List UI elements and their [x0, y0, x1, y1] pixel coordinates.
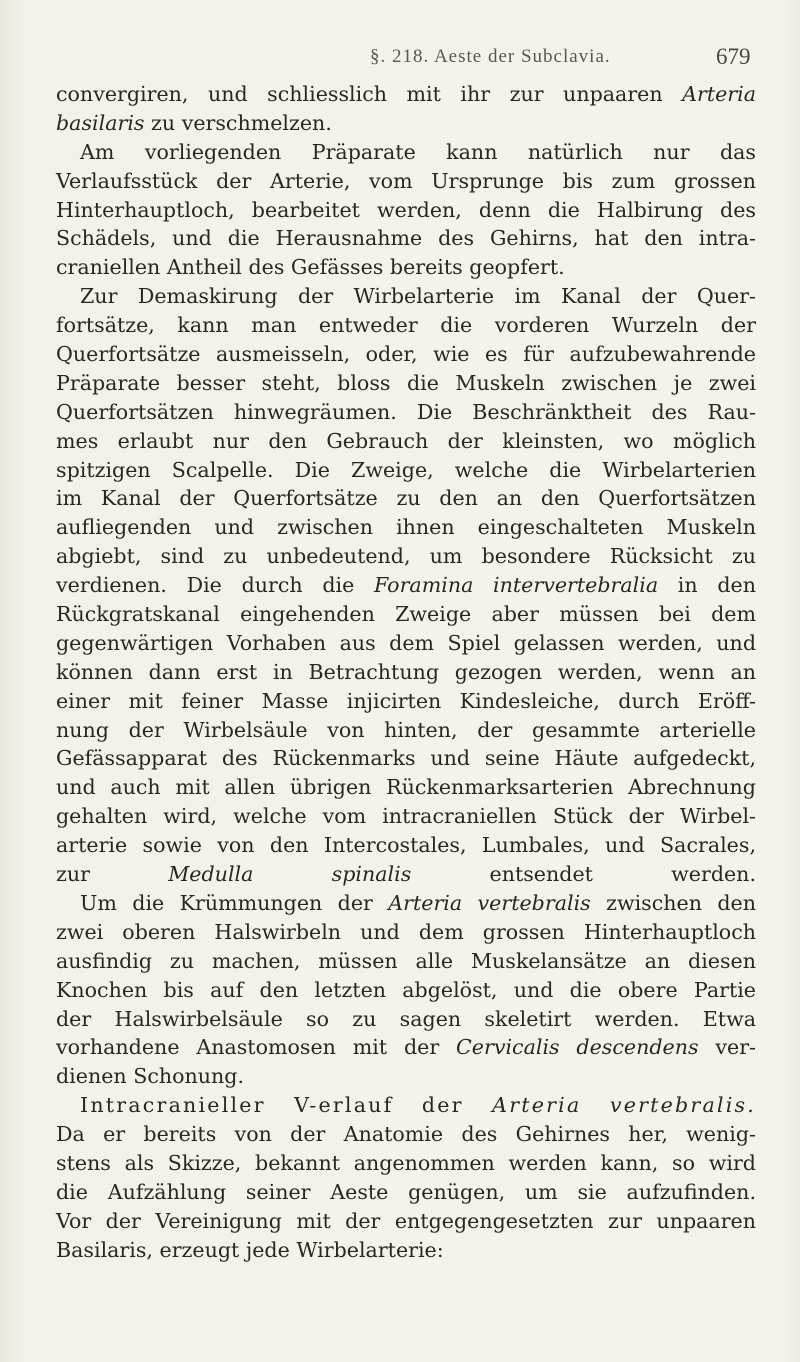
text-line [56, 427, 756, 456]
text-line [56, 600, 756, 629]
text-run: ausfindig zu machen, müssen alle Muskelansätze an diesen [56, 948, 756, 973]
text-run: Verlaufsstück der Arterie, vom Ursprunge bis zum grossen [56, 168, 756, 193]
text-run: verdienen. Die durch die [56, 573, 375, 598]
text-run: zwischen den [590, 890, 757, 915]
text-line [56, 918, 756, 947]
text-run: Rückgratskanal eingehenden Zweige aber müssen bei dem [56, 602, 756, 627]
text-line [56, 744, 756, 773]
text-line [56, 947, 756, 976]
text-run: nung der Wirbelsäule von hinten, der gesammte arterielle [56, 717, 756, 742]
italic-term: Arteria vertebralis [388, 890, 591, 915]
text-line [56, 1033, 756, 1062]
text-line [56, 138, 756, 167]
section-heading-spaced: Intracranieller V-erlauf der [80, 1093, 493, 1118]
section-heading-italic: Arteria vertebralis. [492, 1093, 757, 1118]
text-line [56, 687, 756, 716]
text-run: die Aufzählung seiner Aeste genügen, um sie aufzufinden. [56, 1179, 756, 1204]
text-line [56, 167, 756, 196]
text-run: in den [658, 573, 756, 598]
text-run: Basilaris, erzeugt jede Wirbelarterie: [56, 1237, 444, 1262]
text-run: der Halswirbelsäule so zu sagen skeletirt werden. Etwa [56, 1006, 756, 1031]
text-line [56, 340, 756, 369]
text-line [56, 253, 756, 282]
italic-term: Arteria [682, 82, 756, 106]
text-line [56, 716, 756, 745]
text-line [56, 1062, 756, 1091]
text-line [56, 80, 756, 109]
text-run: entsendet werden. [411, 862, 756, 887]
text-run: Am vorliegenden Präparate kann natürlich nur das [80, 139, 756, 164]
text-run: spitzigen Scalpelle. Die Zweige, welche die Wirbelarterien [56, 457, 756, 482]
text-line [56, 976, 756, 1005]
text-line [56, 658, 756, 687]
text-run: craniellen Antheil des Gefässes bereits geopfert. [56, 255, 565, 280]
text-run: vorhandene Anastomosen mit der [56, 1035, 457, 1060]
text-line [56, 1178, 756, 1207]
text-line [56, 1120, 756, 1149]
text-line [56, 889, 756, 918]
text-run: einer mit feiner Masse injicirten Kindesleiche, durch Eröff- [56, 688, 756, 713]
text-line [56, 802, 756, 831]
text-run: convergiren, und schliesslich mit ihr zur unpaaren [56, 82, 683, 106]
text-line [56, 860, 756, 889]
text-run: zur [56, 862, 169, 887]
text-line [56, 571, 756, 600]
text-line [56, 311, 756, 340]
text-line [56, 831, 756, 860]
italic-term: basilaris [56, 110, 145, 135]
text-run: können dann erst in Betrachtung gezogen werden, wenn an [56, 659, 756, 684]
text-run: Knochen bis auf den letzten abgelöst, und die obere Partie [56, 977, 756, 1002]
page-number: 679 [716, 44, 751, 69]
text-run: ver- [698, 1035, 756, 1060]
text-line [56, 629, 756, 658]
text-run: Gefässapparat des Rückenmarks und seine Häute aufgedeckt, [56, 746, 756, 771]
text-line [56, 1236, 756, 1265]
text-run: stens als Skizze, bekannt angenommen werden kann, so wird [56, 1150, 756, 1175]
text-line [56, 282, 756, 311]
text-run: Querfortsätze ausmeisseln, oder, wie es für aufzubewahrende [56, 342, 756, 367]
text-run: arterie sowie von den Intercostales, Lumbales, und Sacrales, [56, 833, 756, 858]
text-line [56, 109, 756, 138]
text-run: gegenwärtigen Vorhaben aus dem Spiel gelassen werden, und [56, 630, 756, 655]
text-run: aufliegenden und zwischen ihnen eingeschalteten Muskeln [56, 515, 756, 540]
text-line [56, 773, 756, 802]
italic-term: Medulla spinalis [168, 862, 412, 887]
text-line [56, 369, 756, 398]
text-run: Zur Demaskirung der Wirbelarterie im Kanal der Quer- [80, 284, 756, 309]
text-run: Schädels, und die Herausnahme des Gehirns, hat den intra- [56, 226, 756, 251]
text-line [56, 1207, 756, 1236]
text-run: dienen Schonung. [56, 1064, 245, 1089]
text-line [56, 456, 756, 485]
body-text [56, 80, 756, 1265]
text-run: Präparate besser steht, bloss die Muskeln zwischen je zwei [56, 370, 756, 395]
text-run: fortsätze, kann man entweder die vorderen Wurzeln der [56, 313, 756, 338]
italic-term: Cervicalis descendens [456, 1035, 699, 1060]
text-run: und auch mit allen übrigen Rückenmarksarterien Abrechnung [56, 775, 756, 800]
text-run: abgiebt, sind zu unbedeutend, um besondere Rücksicht zu [56, 544, 756, 569]
page-header [0, 46, 800, 74]
italic-term: Foramina intervertebralia [374, 573, 659, 598]
text-line [56, 196, 756, 225]
text-run: im Kanal der Querfortsätze zu den an den Querfortsätzen [56, 486, 756, 511]
text-line [56, 484, 756, 513]
text-run: Querfortsätzen hinwegräumen. Die Beschränktheit des Rau- [56, 399, 756, 424]
text-run: zu verschmelzen. [144, 110, 332, 135]
running-head: §. 218. Aeste der Subclavia. [370, 46, 611, 67]
text-line [56, 1149, 756, 1178]
text-run: zwei oberen Halswirbeln und dem grossen Hinterhauptloch [56, 919, 756, 944]
text-line [56, 542, 756, 571]
text-run: mes erlaubt nur den Gebrauch der kleinsten, wo möglich [56, 428, 756, 453]
text-run: Hinterhauptloch, bearbeitet werden, denn die Halbirung des [56, 197, 756, 222]
text-run: Da er bereits von der Anatomie des Gehirnes her, wenig- [56, 1122, 756, 1147]
text-line [56, 513, 756, 542]
text-run: Um die Krümmungen der [80, 890, 389, 915]
text-line [56, 398, 756, 427]
text-line [56, 1091, 756, 1120]
text-run: gehalten wird, welche vom intracraniellen Stück der Wirbel- [56, 804, 756, 829]
text-line [56, 1005, 756, 1034]
text-run: Vor der Vereinigung mit der entgegengesetzten zur unpaaren [56, 1208, 756, 1233]
text-line [56, 224, 756, 253]
